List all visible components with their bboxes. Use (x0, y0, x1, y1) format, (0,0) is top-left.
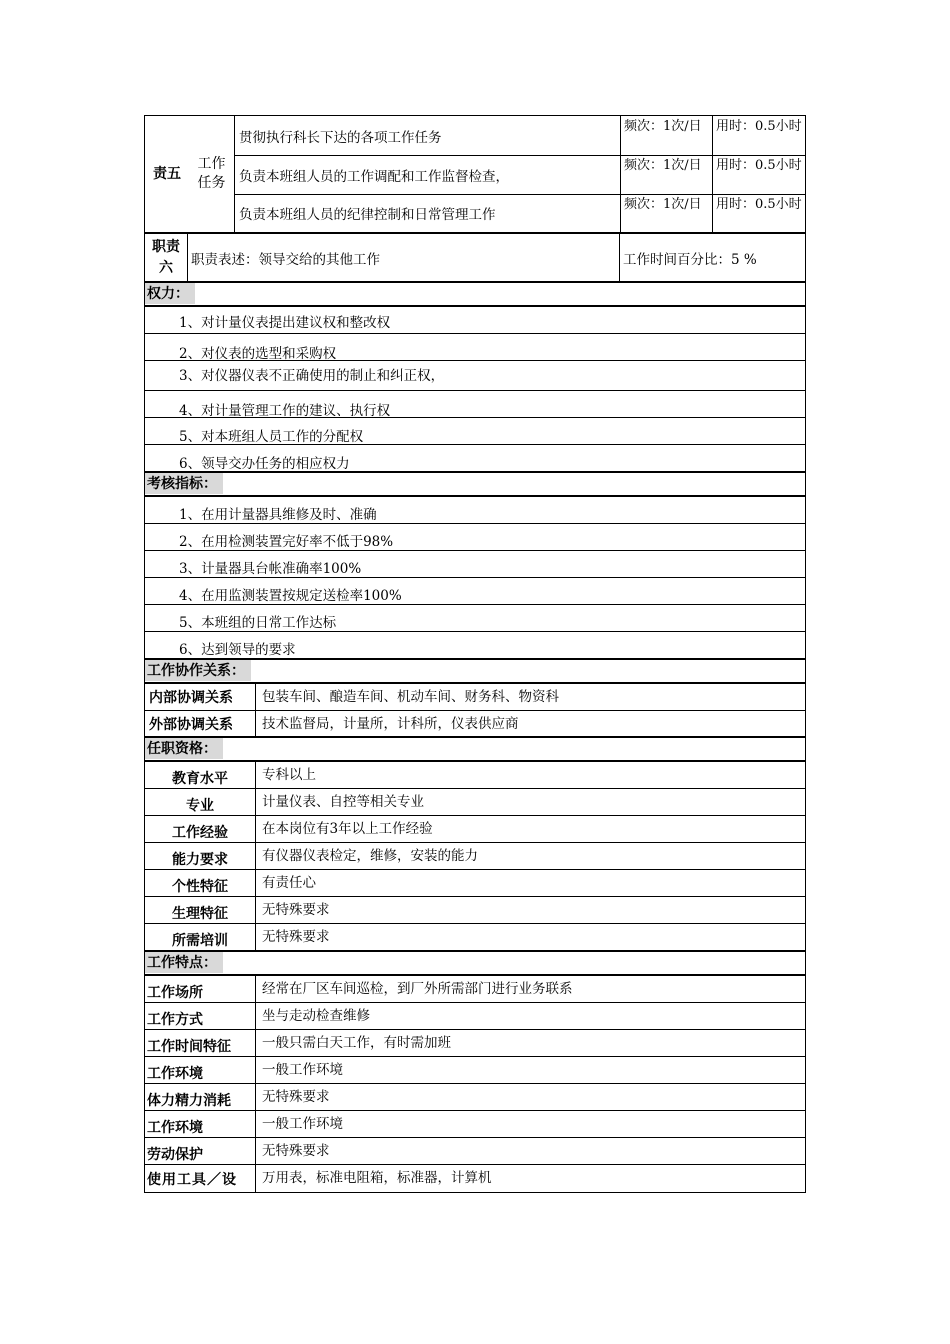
list-item: 6、达到领导的要求 (145, 632, 805, 660)
list-item: 5、本班组的日常工作达标 (145, 605, 805, 632)
relation-label: 外部协调关系 (149, 716, 233, 733)
feature-value: 一般工作环境 (255, 1111, 805, 1137)
table-row (145, 1030, 805, 1057)
table-row (145, 1003, 805, 1030)
relation-value: 技术监督局，计量所，计科所，仪表供应商 (255, 711, 805, 736)
feature-value: 无特殊要求 (255, 1084, 805, 1110)
table-row (145, 789, 805, 816)
table-row (145, 1138, 805, 1165)
duty5-block (145, 116, 805, 234)
table-row (145, 976, 805, 1003)
duty6-row (145, 234, 805, 283)
qualification-value: 无特殊要求 (255, 924, 805, 950)
table-row (145, 762, 805, 789)
relations-section-title: 工作协作关系： (145, 660, 805, 684)
qualification-value: 有责任心 (255, 870, 805, 896)
qualification-label: 教育水平 (172, 771, 228, 787)
task-text: 贯彻执行科长下达的各项工作任务 (239, 129, 442, 146)
duty6-time-percentage: 工作时间百分比：5 % (619, 234, 805, 281)
feature-label: 体力精力消耗 (147, 1093, 231, 1109)
feature-label: 使用工具／设 (147, 1171, 237, 1188)
task-frequency: 频次：1次/日 (620, 116, 712, 155)
list-item: 5、对本班组人员工作的分配权 (145, 418, 805, 445)
table-row (145, 924, 805, 952)
relation-label: 内部协调关系 (149, 690, 233, 706)
list-item: 2、在用检测装置完好率不低于98% (145, 524, 805, 551)
features-section-title: 工作特点： (145, 952, 805, 976)
task-text: 负责本班组人员的纪律控制和日常管理工作 (239, 207, 496, 223)
feature-value: 一般只需白天工作，有时需加班 (255, 1030, 805, 1056)
task-row (235, 116, 805, 156)
task-duration: 用时：0.5小时 (712, 155, 805, 194)
table-row (145, 711, 805, 738)
list-item: 4、对计量管理工作的建议、执行权 (145, 391, 805, 418)
table-row (145, 684, 805, 711)
qualification-label: 个性特征 (172, 879, 228, 895)
feature-value: 无特殊要求 (255, 1138, 805, 1164)
feature-value: 万用表，标准电阻箱，标准器，计算机 (255, 1165, 805, 1192)
duty6-description: 职责表述：领导交给的其他工作 (187, 234, 619, 281)
qualification-value: 在本岗位有3年以上工作经验 (255, 816, 805, 842)
list-item: 4、在用监测装置按规定送检率100% (145, 578, 805, 605)
task-row (235, 155, 805, 195)
qualification-section-title: 任职资格： (145, 738, 805, 762)
feature-label: 劳动保护 (147, 1147, 203, 1163)
task-duration: 用时：0.5小时 (712, 116, 805, 155)
task-frequency: 频次：1次/日 (620, 194, 712, 232)
feature-label: 工作场所 (147, 985, 203, 1001)
table-row (145, 1057, 805, 1084)
list-item: 3、计量器具台帐准确率100% (145, 551, 805, 578)
feature-label: 工作环境 (147, 1066, 203, 1082)
feature-value: 一般工作环境 (255, 1057, 805, 1083)
authority-section-title: 权力： (145, 283, 805, 307)
table-row (145, 1111, 805, 1138)
duty5-sublabel: 工作任务 (197, 156, 226, 191)
table-row (145, 870, 805, 897)
table-row (145, 1165, 805, 1192)
task-duration: 用时：0.5小时 (712, 194, 805, 232)
task-row (235, 194, 805, 232)
relation-value: 包装车间、酿造车间、机动车间、财务科、物资科 (255, 684, 805, 710)
feature-label: 工作时间特征 (147, 1039, 231, 1055)
qualification-label: 工作经验 (172, 825, 228, 841)
qualification-value: 专科以上 (255, 762, 805, 788)
qualification-value: 有仪器仪表检定，维修，安装的能力 (255, 843, 805, 869)
list-item: 3、对仪器仪表不正确使用的制止和纠正权， (145, 361, 805, 391)
feature-value: 经常在厂区车间巡检，到厂外所需部门进行业务联系 (255, 976, 805, 1002)
table-row (145, 816, 805, 843)
job-description-table (144, 115, 806, 1193)
feature-label: 工作方式 (147, 1012, 203, 1028)
list-item: 1、对计量仪表提出建议权和整改权 (145, 307, 805, 334)
qualification-value: 无特殊要求 (255, 897, 805, 923)
task-frequency: 频次：1次/日 (620, 155, 712, 194)
feature-value: 坐与走动检查维修 (255, 1003, 805, 1029)
qualification-label: 能力要求 (172, 852, 228, 868)
qualification-label: 专业 (186, 798, 214, 814)
list-item: 6、领导交办任务的相应权力 (145, 445, 805, 473)
list-item: 1、在用计量器具维修及时、准确 (145, 497, 805, 524)
list-item: 2、对仪表的选型和采购权 (145, 334, 805, 361)
qualification-label: 生理特征 (172, 906, 228, 922)
table-row (145, 1084, 805, 1111)
kpi-section-title: 考核指标： (145, 473, 805, 497)
task-text: 负责本班组人员的工作调配和工作监督检查， (239, 168, 509, 185)
qualification-value: 计量仪表、自控等相关专业 (255, 789, 805, 815)
table-row (145, 843, 805, 870)
duty5-label: 责五 (153, 166, 181, 182)
qualification-label: 所需培训 (172, 933, 228, 949)
duty5-tasks (234, 116, 805, 232)
duty6-label: 职责六 (152, 238, 180, 276)
table-row (145, 897, 805, 924)
feature-label: 工作环境 (147, 1120, 203, 1136)
